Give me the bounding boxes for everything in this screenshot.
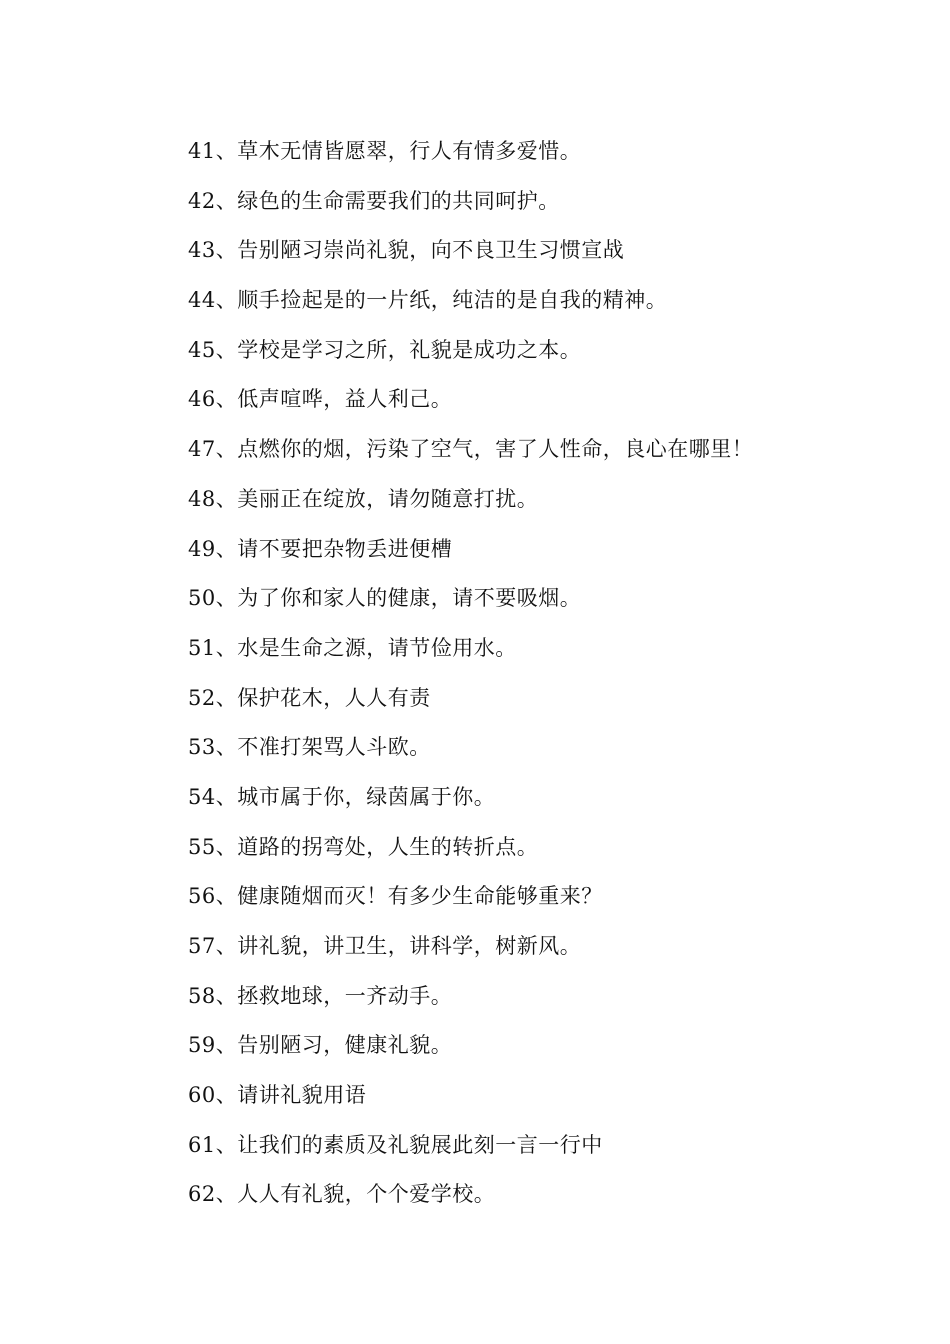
list-item: 54、城市属于你，绿茵属于你。 <box>188 784 496 809</box>
list-item: 55、道路的拐弯处，人生的转折点。 <box>188 834 539 859</box>
list-item: 44、顺手捡起是的一片纸，纯洁的是自我的精神。 <box>188 288 668 313</box>
list-item: 46、低声喧哗，益人利己。 <box>188 387 453 412</box>
list-item: 53、不准打架骂人斗欧。 <box>188 735 431 760</box>
list-item: 57、讲礼貌，讲卫生，讲科学，树新风。 <box>188 934 582 958</box>
list-item: 52、保护花木，人人有责 <box>188 685 431 710</box>
list-item: 43、告别陋习崇尚礼貌，向不良卫生习惯宣战 <box>188 238 625 263</box>
slogan-list <box>188 133 888 1226</box>
list-item: 49、请不要把杂物丢进便槽 <box>188 536 453 561</box>
list-item: 41、草木无情皆愿翠，行人有情多爱惜。 <box>188 139 582 163</box>
list-item: 51、水是生命之源，请节俭用水。 <box>188 635 517 660</box>
list-item: 62、人人有礼貌，个个爱学校。 <box>188 1182 496 1207</box>
list-item: 47、点燃你的烟，污染了空气，害了人性命，良心在哪里！ <box>188 437 754 462</box>
list-item: 45、学校是学习之所，礼貌是成功之本。 <box>188 337 582 362</box>
list-item: 48、美丽正在绽放，请勿随意打扰。 <box>188 486 539 511</box>
list-item: 58、拯救地球，一齐动手。 <box>188 983 453 1008</box>
list-item: 60、请讲礼貌用语 <box>188 1083 367 1108</box>
list-item: 50、为了你和家人的健康，请不要吸烟。 <box>188 586 582 611</box>
list-item: 59、告别陋习，健康礼貌。 <box>188 1033 453 1058</box>
list-item: 56、健康随烟而灭！有多少生命能够重来？ <box>188 884 603 909</box>
list-item: 42、绿色的生命需要我们的共同呵护。 <box>188 188 560 213</box>
list-item: 61、让我们的素质及礼貌展此刻一言一行中 <box>188 1132 603 1157</box>
